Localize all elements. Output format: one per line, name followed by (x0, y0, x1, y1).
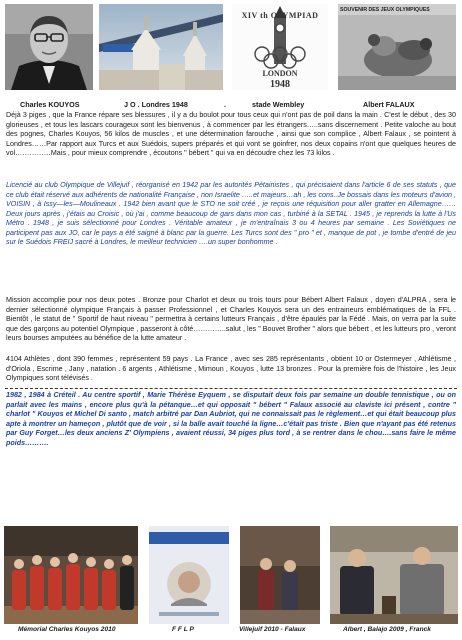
balajo-figure (330, 526, 458, 624)
caption-villejuif: Villejuif 2010 - Falaux (239, 626, 306, 633)
balajo-photo (330, 526, 458, 624)
paragraph-creteil: 1982 , 1984 à Créteil . Au centre sportif , Marie Thérèse Eyquem , se disputait deux fois par semaine un double tennistique , ou on parlait avec les mains , encore plus qu'à la pétanque…et qui opposait " bébert " Falaux associé au claviste ici présent , contre " charlot " Kouyos et Michel Di santo , match arbitré par Dan Aubriot, qui ne connaissait pas le règlement…et qui était beaucoup plus apte à montrer un hameçon , plutôt que de voir , si la balle avait touché la ligne…c'était pas triste . Bien que n'ayant pas été retenus par Guy Forget…les deux anciens Z' Olympiens , avaient réussi, 34 piges plus tord , à se rentrer dans le chou….sans faire le même poids………. (6, 391, 456, 447)
poster-city-text: LONDON (262, 69, 298, 78)
big-ben-rings-icon (232, 4, 328, 90)
wrestlers-figure (338, 4, 456, 90)
olympiad-poster-photo (232, 4, 328, 90)
paragraph-bebert-story: Licencié au club Olympique de Villejuif , réorganisé en 1942 par les autorités Pétainistes , qui précisaient dans l'article 6 de ses statuts , que ce club était réservé aux adhérents de nationalité Française , non Israelite …..et majeurs…ah , les cons..Je bossais dans les moteurs d'avion , VOISIN , à Issy—les—Moulineaux . 1942 bien avant que le STO ne soit créé , je reçois une réquisition pour aller gratter en Allemagne……Deux jours après , j'étais au Croisic , où j'ai , comme beaucoup de gars dans mon cas , turbiné à la SETAL . 1945 , je reprends la lutte à l'Us Métro . 1948 , je suis sélectionné pour Londres . Véritable amateur , je m'entraînais 3 ou 4 heures par semaine . Les Soviétiques ne participent pas aux JO, car le pays a été saigné à blanc par la guerre. Les Turcs sont des " pro " et , manque de pot , je tombe d'entré de jeu sur le Suédois FREIJ sacré à Londres, le meilleur technicien ….un super bonhomme . (6, 181, 456, 246)
villejuif-figure (240, 526, 320, 624)
caption-balajo: Albert , Balajo 2009 , Franck (343, 626, 431, 633)
poster-title-text: XIV th OLYMPIAD (241, 11, 319, 20)
team-group-figure (4, 526, 138, 624)
stadium-towers (99, 4, 223, 90)
poster-year-text: 1948 (270, 79, 290, 90)
caption-falaux: Albert FALAUX (363, 100, 415, 109)
villejuif-photo (240, 526, 320, 624)
wembley-stadium-photo (99, 4, 223, 90)
wrestling-souvenir-photo (338, 4, 456, 90)
kouyos-portrait-photo (5, 4, 93, 90)
caption-separator: . (224, 100, 226, 109)
portrait-figure (5, 4, 93, 90)
fflp-card-figure (149, 526, 229, 624)
paragraph-mission: Mission accomplie pour nos deux potes . Bronze pour Charlot et deux ou trois tours pour Bébert Albert Falaux , doyen d'ALPRA , sera le dernier sélectionné olympique Français à passer Professionnel , et Charles Kouyos sera un des entraineurs emblématiques de la FFL . Bientôt , le statut de " Sportif de haut niveau " permettra à certains lutteurs Français , d'être épaulés par la Fédé . Mais, on verra par la suite que des garçons au potentiel Olympique , passeront à côté…………..salut , les " Bouvet Brother " alors que bébert , et les lutteurs pro , veront leurs bourses amputées au bénéfice de la lutte amateur . (6, 296, 456, 342)
divider-dashed (5, 388, 457, 389)
souvenir-caption: SOUVENIR DES JEUX OLYMPIQUES (340, 7, 430, 13)
caption-jo-londres: J O . Londres 1948 (124, 100, 188, 109)
paragraph-intro: Déjà 3 piges , que la France répare ses blessures , il y a du boulot pour tous ceux qui n'ont pas de poil dans la main . C'est le début , des 30 glorieuses , et tous les lascars courageux sont les bienvenus , à commencer par les étrangers…..sans discernement . Petite valoche au bout des pognes, Charles Kouyos, 56 kilos de muscles , et une détermination farouche , ainsi que son complice , Albert Falaux , se pointent à Londres……Par rapport aux Turcs et aux Suédois, supers préparés et qui vont se goinfrer, nos deux copains n'ont que quelques heures de vol……………Mais , pour mieux comprendre , écoutons " bébert " qui va en découdre chez les 73 kilos . (6, 111, 456, 157)
paragraph-statistics: 4104 Athlètes , dont 390 femmes , représentent 59 pays . La France , avec ses 285 représentants , obtient 10 or Ostermeyer , Athlétisme , d'Oriola , Escrime , Jany , natation . 6 argents , Athlétisme , Mimoun , Kouyos , lutte 13 bronzes . Pour la première fois de l'histoire , les Jeux Olympiques sont télévisés . (6, 355, 456, 382)
caption-stade-wembley: stade Wembley (252, 100, 305, 109)
caption-memorial: Mémorial Charles Kouyos 2010 (18, 626, 116, 633)
memorial-team-photo (4, 526, 138, 624)
caption-fflp: F F L P (172, 626, 194, 633)
fflp-card-photo (149, 526, 229, 624)
caption-kouyos: Charles KOUYOS (20, 100, 80, 109)
